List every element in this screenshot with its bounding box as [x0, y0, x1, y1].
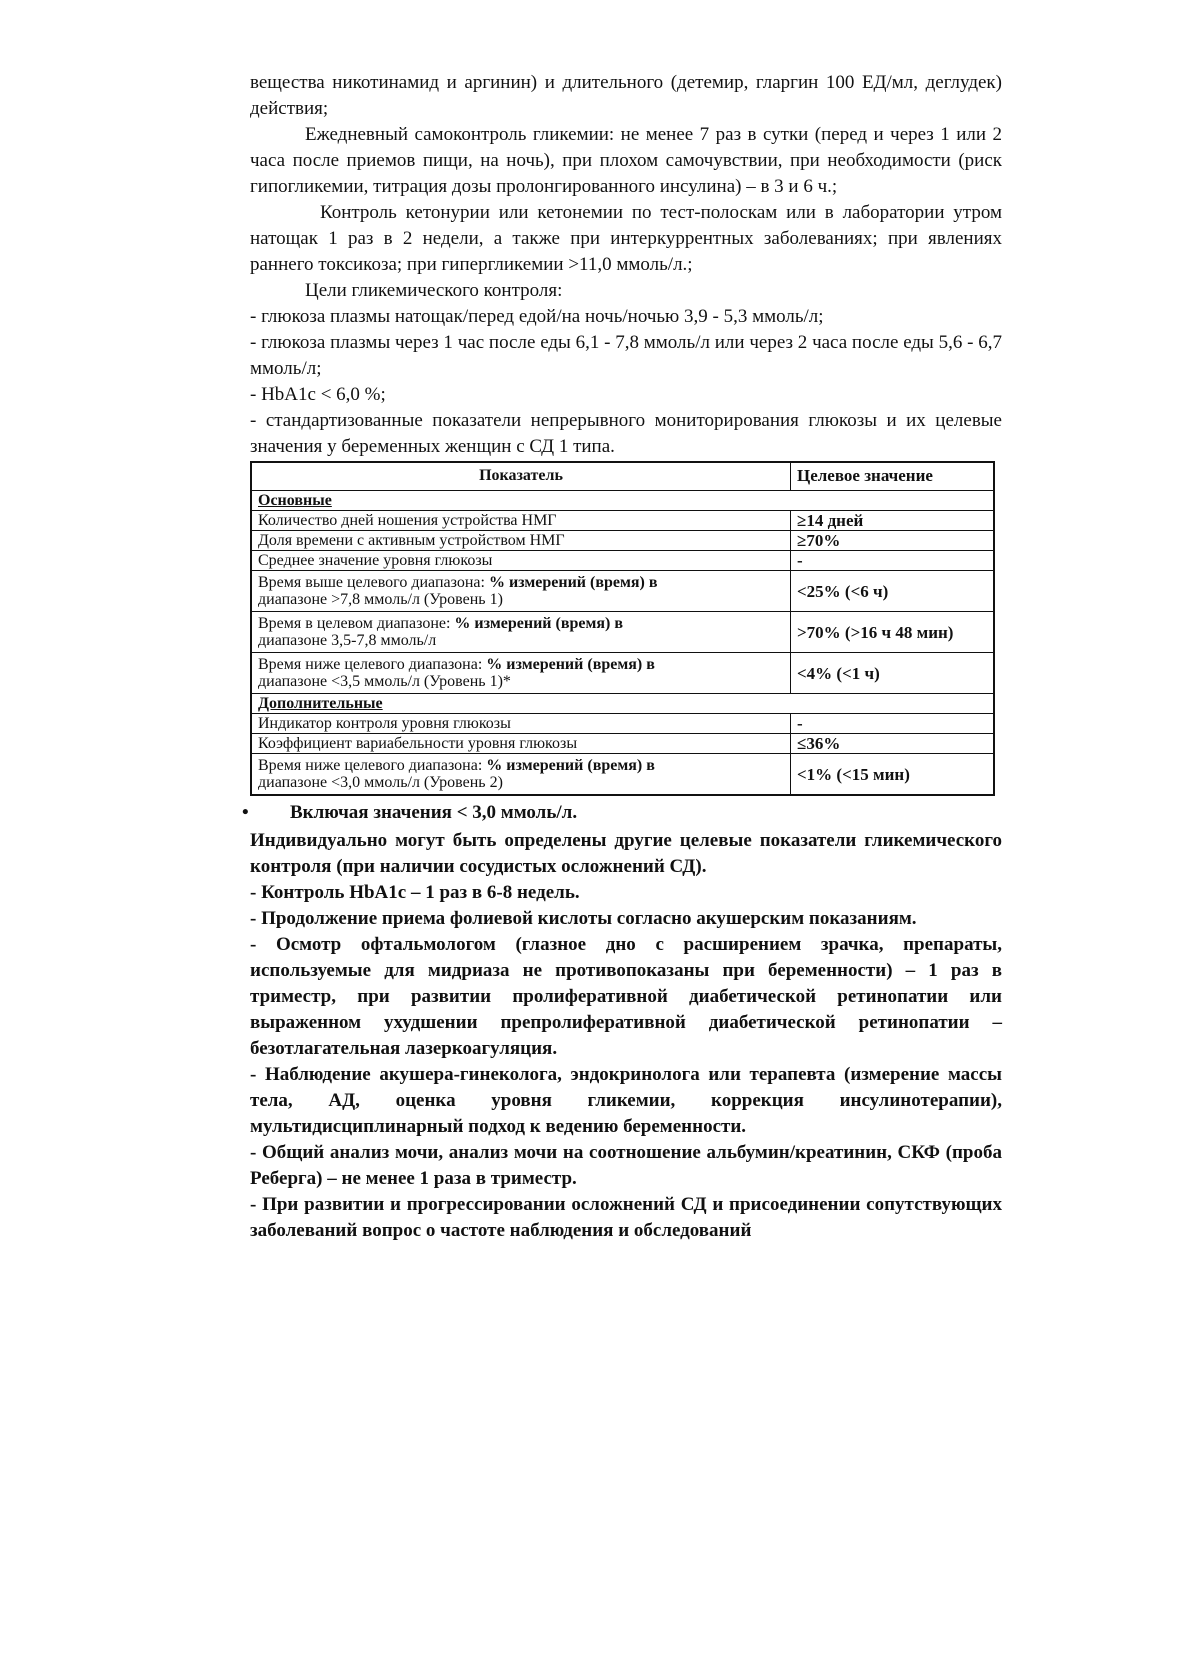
- row-name-part-bold: % измерений (время) в: [454, 615, 623, 632]
- header-target: Целевое значение: [791, 462, 995, 491]
- row-name: [251, 754, 791, 796]
- table-section-row: [251, 694, 994, 714]
- item-hba1c-control: - Контроль HbA1c – 1 раз в 6-8 недель.: [250, 882, 580, 903]
- goal-hba1c: - HbA1c < 6,0 %;: [250, 384, 386, 405]
- table-footnote: [242, 800, 1002, 826]
- row-name: [251, 612, 791, 653]
- row-name: Доля времени с активным устройством НМГ: [251, 531, 791, 551]
- table-row: [251, 571, 994, 612]
- row-name-part-bold: % измерений (время) в: [486, 757, 655, 774]
- footnote-text: Включая значения < 3,0 ммоль/л.: [290, 802, 578, 823]
- row-value: ≤36%: [791, 734, 995, 754]
- row-name: Количество дней ношения устройства НМГ: [251, 511, 791, 531]
- table-header-row: [251, 462, 994, 491]
- item-ophthalmologist: - Осмотр офтальмологом (глазное дно с расширением зрачка, препараты, используемые для мидриаза не противопоказаны при беременности) – 1 раз в триместр, при развитии пролиферативной диабетической ретинопатии или выраженном ухудшении препролиферативной диабетической ретинопатии – безотлагательная лазеркоагуляция.: [250, 934, 1002, 1059]
- document-page: [242, 70, 1002, 1244]
- row-value: <25% (<6 ч): [791, 571, 995, 612]
- row-name-part: диапазоне <3,0 ммоль/л (Уровень 2): [258, 774, 503, 791]
- goal-postprandial-glucose: - глюкоза плазмы через 1 час после еды 6,1 - 7,8 ммоль/л или через 2 часа после еды 5,6 - 6,7 ммоль/л;: [250, 332, 1002, 379]
- section-extra-label: Дополнительные: [251, 694, 994, 714]
- row-value: ≥14 дней: [791, 511, 995, 531]
- row-value: <4% (<1 ч): [791, 653, 995, 694]
- paragraph-individual-targets: Индивидуально могут быть определены другие целевые показатели гликемического контроля (при наличии сосудистых осложнений СД).: [250, 830, 1002, 877]
- bullet-icon: •: [242, 802, 249, 823]
- goal-fasting-glucose: - глюкоза плазмы натощак/перед едой/на ночь/ночью 3,9 - 5,3 ммоль/л;: [250, 306, 824, 327]
- item-urinalysis: - Общий анализ мочи, анализ мочи на соотношение альбумин/креатинин, СКФ (проба Реберга) – не менее 1 раза в триместр.: [250, 1142, 1002, 1189]
- row-name: Индикатор контроля уровня глюкозы: [251, 714, 791, 734]
- table-row: [251, 612, 994, 653]
- row-name-part-bold: % измерений (время) в: [486, 656, 655, 673]
- row-name-part: диапазоне >7,8 ммоль/л (Уровень 1): [258, 591, 503, 608]
- paragraph-insulin-continuation: вещества никотинамид и аргинин) и длительного (детемир, гларгин 100 ЕД/мл, деглудек) действия;: [250, 72, 1002, 119]
- paragraph-self-monitoring: Ежедневный самоконтроль гликемии: не менее 7 раз в сутки (перед и через 1 или 2 часа после приемов пищи, на ночь), при плохом самочувствии, при необходимости (риск гипогликемии, титрация дозы пролонгированного инсулина) – в 3 и 6 ч.;: [250, 124, 1002, 197]
- row-name-part: диапазоне <3,5 ммоль/л (Уровень 1)*: [258, 673, 511, 690]
- table-row: [251, 531, 994, 551]
- row-value: <1% (<15 мин): [791, 754, 995, 796]
- item-obstetrician-observation: - Наблюдение акушера-гинеколога, эндокринолога или терапевта (измерение массы тела, АД, оценка уровня гликемии, коррекция инсулинотерапии), мультидисциплинарный подход к ведению беременности.: [250, 1064, 1002, 1137]
- row-name-part: Время выше целевого диапазона:: [258, 574, 489, 591]
- recommendations-block: [250, 828, 1002, 1244]
- row-value: -: [791, 714, 995, 734]
- table-row: [251, 511, 994, 531]
- table-section-row: [251, 491, 994, 511]
- row-value: >70% (>16 ч 48 мин): [791, 612, 995, 653]
- table-row: [251, 754, 994, 796]
- row-name-part: Время ниже целевого диапазона:: [258, 757, 487, 774]
- table-row: [251, 734, 994, 754]
- row-name-part: диапазоне 3,5-7,8 ммоль/л: [258, 632, 437, 649]
- row-name-part-bold: % измерений (время) в: [488, 574, 658, 591]
- table-row: [251, 551, 994, 571]
- row-value: -: [791, 551, 995, 571]
- goal-cgm-metrics: - стандартизованные показатели непрерывного мониторирования глюкозы и их целевые значения у беременных женщин с СД 1 типа.: [250, 410, 1002, 457]
- item-complications: - При развитии и прогрессировании осложнений СД и присоединении сопутствующих заболеваний вопрос о частоте наблюдения и обследований: [250, 1194, 1002, 1241]
- cgm-targets-table: [250, 461, 995, 796]
- paragraph-ketonuria-control: Контроль кетонурии или кетонемии по тест-полоскам или в лаборатории утром натощак 1 раз в 2 недели, а также при интеркуррентных заболеваниях; при явлениях раннего токсикоза; при гипергликемии >11,0 ммоль/л.;: [250, 202, 1002, 275]
- row-name-part: Время ниже целевого диапазона:: [258, 656, 487, 673]
- row-name: [251, 653, 791, 694]
- row-value: ≥70%: [791, 531, 995, 551]
- header-indicator: Показатель: [251, 462, 791, 491]
- section-main-label: Основные: [251, 491, 994, 511]
- row-name: Среднее значение уровня глюкозы: [251, 551, 791, 571]
- row-name-part: Время в целевом диапазоне:: [258, 615, 455, 632]
- row-name: [251, 571, 791, 612]
- row-name: Коэффициент вариабельности уровня глюкозы: [251, 734, 791, 754]
- paragraph-glycemic-goals-heading: Цели гликемического контроля:: [305, 280, 563, 301]
- item-folic-acid: - Продолжение приема фолиевой кислоты согласно акушерским показаниям.: [250, 908, 917, 929]
- table-row: [251, 653, 994, 694]
- table-row: [251, 714, 994, 734]
